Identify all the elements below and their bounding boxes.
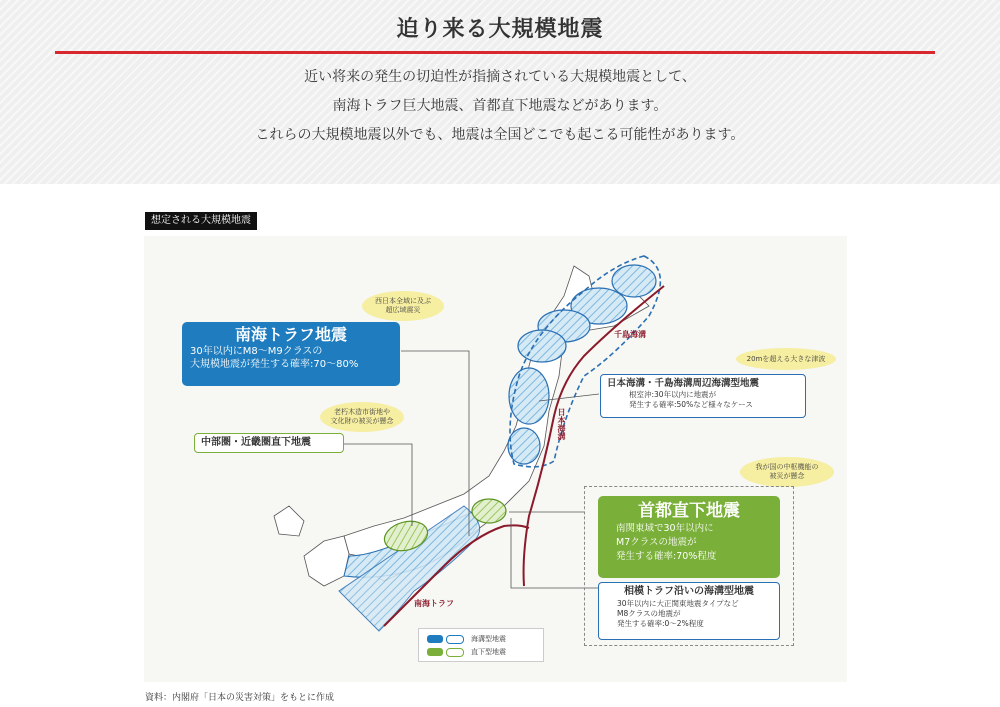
page-title: 迫り来る大規模地震 bbox=[396, 17, 604, 42]
legend-inland-swatch bbox=[427, 648, 443, 656]
figure-tag: 想定される大規模地震 bbox=[145, 212, 257, 230]
legend-trench-swatch bbox=[427, 635, 443, 643]
intro-line-3: これらの大規模地震以外でも、地震は全国どこでも起こる可能性があります。 bbox=[255, 127, 745, 143]
sagami-desc-2: M8クラスの地震が bbox=[617, 609, 681, 618]
legend-inland-swatch-outline bbox=[446, 648, 464, 657]
nankai-bubble-line-2: 超広域震災 bbox=[385, 306, 421, 314]
shuto-bubble-line-1: 我が国の中枢機能の bbox=[755, 463, 819, 471]
chubu-bubble bbox=[320, 402, 404, 432]
japan-trench-title: 日本海溝・千島海溝周辺海溝型地震 bbox=[607, 378, 760, 389]
intro-line-2: 南海トラフ巨大地震、首都直下地震などがあります。 bbox=[332, 98, 668, 114]
sagami-callout bbox=[598, 582, 780, 640]
nankai-trough-label: 南海トラフ bbox=[414, 599, 454, 608]
title-underline bbox=[55, 51, 935, 54]
chubu-bubble-line-1: 老朽木造市街地や bbox=[334, 408, 390, 416]
legend-trench-label: 海溝型地震 bbox=[471, 635, 506, 643]
legend-trench-swatch-outline bbox=[446, 635, 464, 644]
shuto-desc-3: 発生する確率:70%程度 bbox=[616, 551, 717, 562]
sagami-desc-1: 30年以内に大正関東地震タイプなど bbox=[617, 599, 739, 608]
japan-trench-bubble-text: 20mを超える大きな津波 bbox=[746, 354, 826, 363]
shuto-title: 首都直下地震 bbox=[638, 501, 740, 521]
shuto-desc-1: 南関東域で30年以内に bbox=[616, 523, 714, 534]
shuto-bubble bbox=[740, 457, 834, 487]
japan-trench-desc-1: 根室沖:30年以内に地震が bbox=[629, 390, 717, 399]
chishima-trench-label: 千島海溝 bbox=[614, 330, 646, 339]
nankai-bubble bbox=[362, 291, 444, 321]
nihon-trench-label: 日本海溝 bbox=[557, 408, 566, 440]
legend-inland-label: 直下型地震 bbox=[471, 648, 506, 656]
intro-line-1: 近い将来の発生の切迫性が指摘されている大規模地震として、 bbox=[304, 69, 696, 85]
legend bbox=[418, 628, 544, 662]
japan-trench-bubble bbox=[736, 348, 836, 370]
chubu-callout bbox=[194, 433, 344, 453]
chubu-bubble-line-2: 文化財の被災が懸念 bbox=[330, 417, 394, 425]
japan-trench-callout bbox=[600, 374, 806, 418]
nankai-title: 南海トラフ地震 bbox=[234, 325, 347, 344]
hero-section bbox=[0, 0, 1000, 184]
nankai-bubble-line-1: 西日本全域に及ぶ bbox=[375, 297, 431, 305]
chubu-title: 中部圏・近畿圏直下地震 bbox=[201, 437, 311, 448]
nankai-desc-1: 30年以内にM8～M9クラスの bbox=[190, 346, 323, 357]
nankai-desc-2: 大規模地震が発生する確率:70～80% bbox=[190, 359, 359, 370]
sagami-title: 相模トラフ沿いの海溝型地震 bbox=[624, 586, 754, 597]
sagami-desc-3: 発生する確率:0～2%程度 bbox=[617, 619, 704, 628]
shuto-bubble-line-2: 被災が懸念 bbox=[769, 472, 805, 480]
nankai-callout bbox=[182, 322, 400, 386]
earthquake-map-figure bbox=[144, 236, 847, 682]
shuto-desc-2: M7クラスの地震が bbox=[616, 537, 697, 548]
japan-trench-desc-2: 発生する確率:50%など様々なケース bbox=[629, 400, 753, 409]
figure-source: 資料：内閣府「日本の災害対策」をもとに作成 bbox=[145, 693, 335, 703]
